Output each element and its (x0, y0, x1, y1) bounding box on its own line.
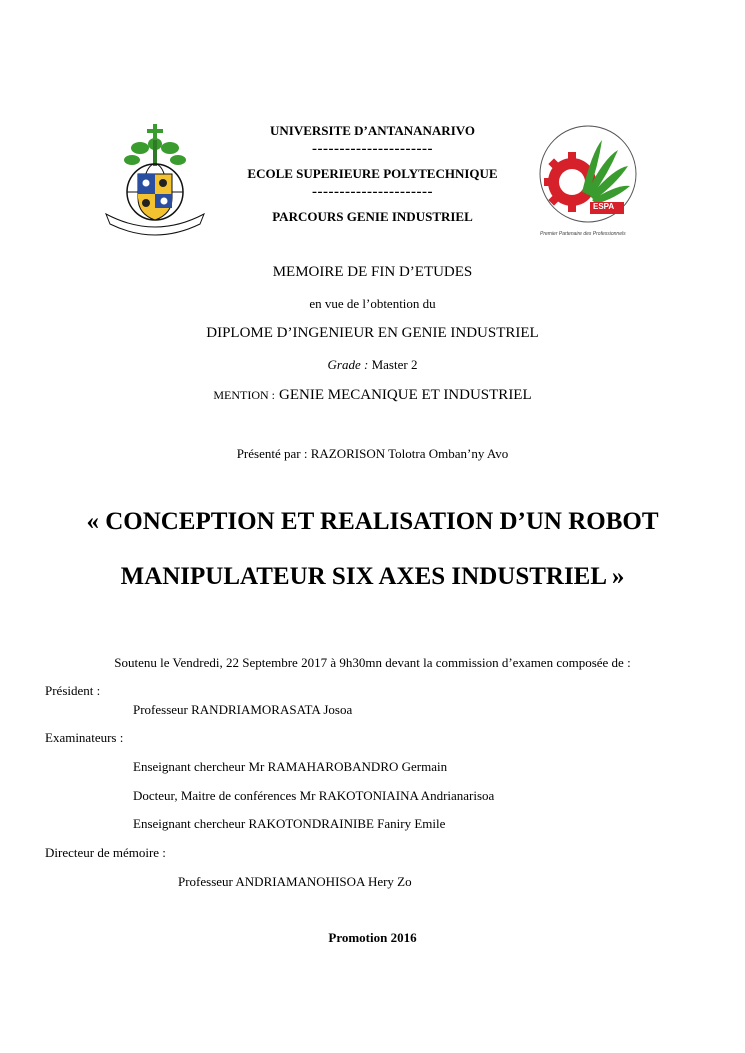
mention-label: MENTION : (213, 388, 276, 402)
examiners-label: Examinateurs : (45, 730, 124, 745)
grade-line (0, 357, 745, 373)
presenter-line: Présenté par : RAZORISON Tolotra Omban’ny Avo (236, 446, 509, 461)
promotion: Promotion 2016 (328, 930, 417, 945)
defense-line: Soutenu le Vendredi, 22 Septembre 2017 à 9h30mn devant la commission d’examen composée de : (114, 655, 631, 670)
examiner-item: Enseignant chercheur Mr RAMAHAROBANDRO Germain (133, 759, 448, 774)
espa-tagline: Premier Partenaire des Professionnels (540, 231, 626, 237)
espa-logo (532, 122, 644, 238)
mention-value: GENIE MECANIQUE ET INDUSTRIEL (279, 387, 532, 403)
director-name: Professeur ANDRIAMANOHISOA Hery Zo (178, 874, 412, 889)
program-name: PARCOURS GENIE INDUSTRIEL (272, 209, 473, 224)
memoire-subtitle: en vue de l’obtention du (309, 296, 436, 311)
diploma-title: DIPLOME D’INGENIEUR EN GENIE INDUSTRIEL (206, 325, 539, 341)
examiner-item: Enseignant chercheur RAKOTONDRAINIBE Faniry Emile (133, 816, 446, 831)
memoire-title: MEMOIRE DE FIN D’ETUDES (272, 264, 473, 280)
header-separator: ---------------------- (312, 184, 433, 200)
president-name: Professeur RANDRIAMORASATA Josoa (133, 702, 353, 717)
school-name: ECOLE SUPERIEURE POLYTECHNIQUE (247, 166, 498, 181)
mention-line (0, 386, 745, 404)
espa-acronym: ESPA (593, 202, 615, 211)
university-name: UNIVERSITE D’ANTANANARIVO (270, 123, 475, 138)
grade-value: Master 2 (371, 357, 418, 372)
examiner-item: Docteur, Maitre de conférences Mr RAKOTONIAINA Andrianarisoa (133, 788, 495, 803)
director-label: Directeur de mémoire : (45, 845, 166, 860)
thesis-title-line-1: « CONCEPTION ET REALISATION D’UN ROBOT (86, 508, 659, 535)
header-separator: ---------------------- (312, 141, 433, 157)
thesis-title-line-2: MANIPULATEUR SIX AXES INDUSTRIEL » (120, 563, 625, 590)
grade-label: Grade : (327, 357, 369, 372)
president-label: Président : (45, 683, 101, 698)
